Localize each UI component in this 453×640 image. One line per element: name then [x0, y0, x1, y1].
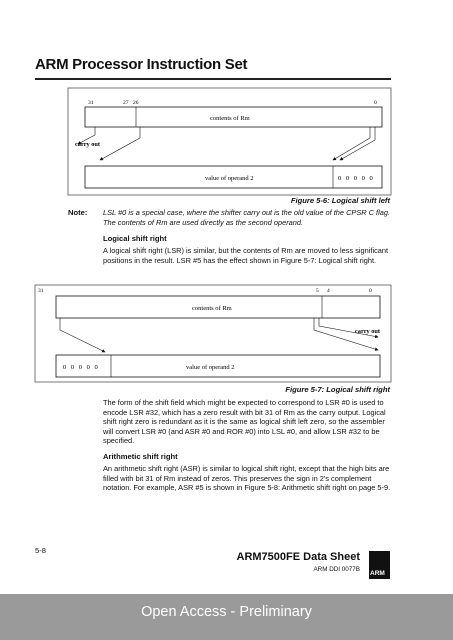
fig1-shift-arrow-1 — [100, 127, 140, 160]
fig2-carry-label: carry out — [355, 328, 381, 335]
fig2-bit-4: 4 — [327, 288, 330, 294]
asr-heading: Arithmetic shift right — [103, 452, 178, 461]
open-access-banner — [0, 594, 453, 640]
fig2-bit-0: 0 — [369, 288, 372, 294]
fig2-zeros: 0 0 0 0 0 — [63, 364, 100, 371]
fig1-bit-31: 31 — [88, 100, 94, 106]
fig2-bit-5: 5 — [316, 288, 319, 294]
fig2-rm-label: contents of Rm — [192, 305, 232, 312]
fig1-bit-27: 27 — [123, 100, 129, 106]
page-title: ARM Processor Instruction Set — [35, 56, 248, 73]
fig2-shift-arrow-1 — [60, 318, 105, 352]
fig1-carry-label: carry out — [75, 141, 101, 148]
fig1-bit-0: 0 — [374, 100, 377, 106]
fig1-bit-26: 26 — [133, 100, 139, 106]
fig1-shift-arrow-2 — [333, 127, 370, 160]
footer-page-number: 5-8 — [35, 546, 46, 555]
asr-paragraph: An arithmetic shift right (ASR) is similar to logical shift right, except that the high bits are filled with bit 31 of Rm instead of zeros. This preserves the sign in 2's complement notation. For example, ASR #5 is shown in Figure 5-8: Arithmetic shift right on page 5-9. — [103, 464, 391, 493]
fig1-operand-label: value of operand 2 — [205, 175, 254, 182]
arm-logo-text: ARM — [370, 570, 385, 577]
fig2-bit-31: 31 — [38, 288, 44, 294]
figure-5-7-caption: Figure 5-7: Logical shift right — [285, 385, 390, 394]
arm-logo — [369, 551, 390, 579]
lsr-paragraph: A logical shift right (LSR) is similar, but the contents of Rm are moved to less significant positions in the result. LSR #5 has the effect shown in Figure 5-7: Logical shift right. — [103, 246, 389, 265]
fig1-zeros: 0 0 0 0 0 — [338, 175, 375, 182]
footer-doc-title: ARM7500FE Data Sheet — [236, 551, 360, 563]
note-text: LSL #0 is a special case, where the shifter carry out is the old value of the CPSR C flag. The contents of Rm are used directly as the second operand. — [103, 208, 391, 227]
footer-doc-id: ARM DDI 0077B — [313, 566, 360, 573]
lsr-heading: Logical shift right — [103, 234, 167, 243]
note-label: Note: — [68, 208, 88, 217]
banner-text: Open Access - Preliminary — [141, 604, 312, 620]
fig1-rm-label: contents of Rm — [210, 115, 250, 122]
lsr-zero-paragraph: The form of the shift field which might be expected to correspond to LSR #0 is used to encode LSR #32, which has a zero result with bit 31 of Rm as the carry output. Logical shift right zero is redundant as it is the same as logical shift left zero, so the assembler will convert LSR #0 (and ASR #0 and ROR #0) into LSL #0, and allow LSR #32 to be specified. — [103, 398, 386, 446]
fig2-operand-label: value of operand 2 — [186, 364, 235, 371]
figure-5-6-caption: Figure 5-6: Logical shift left — [290, 196, 390, 205]
